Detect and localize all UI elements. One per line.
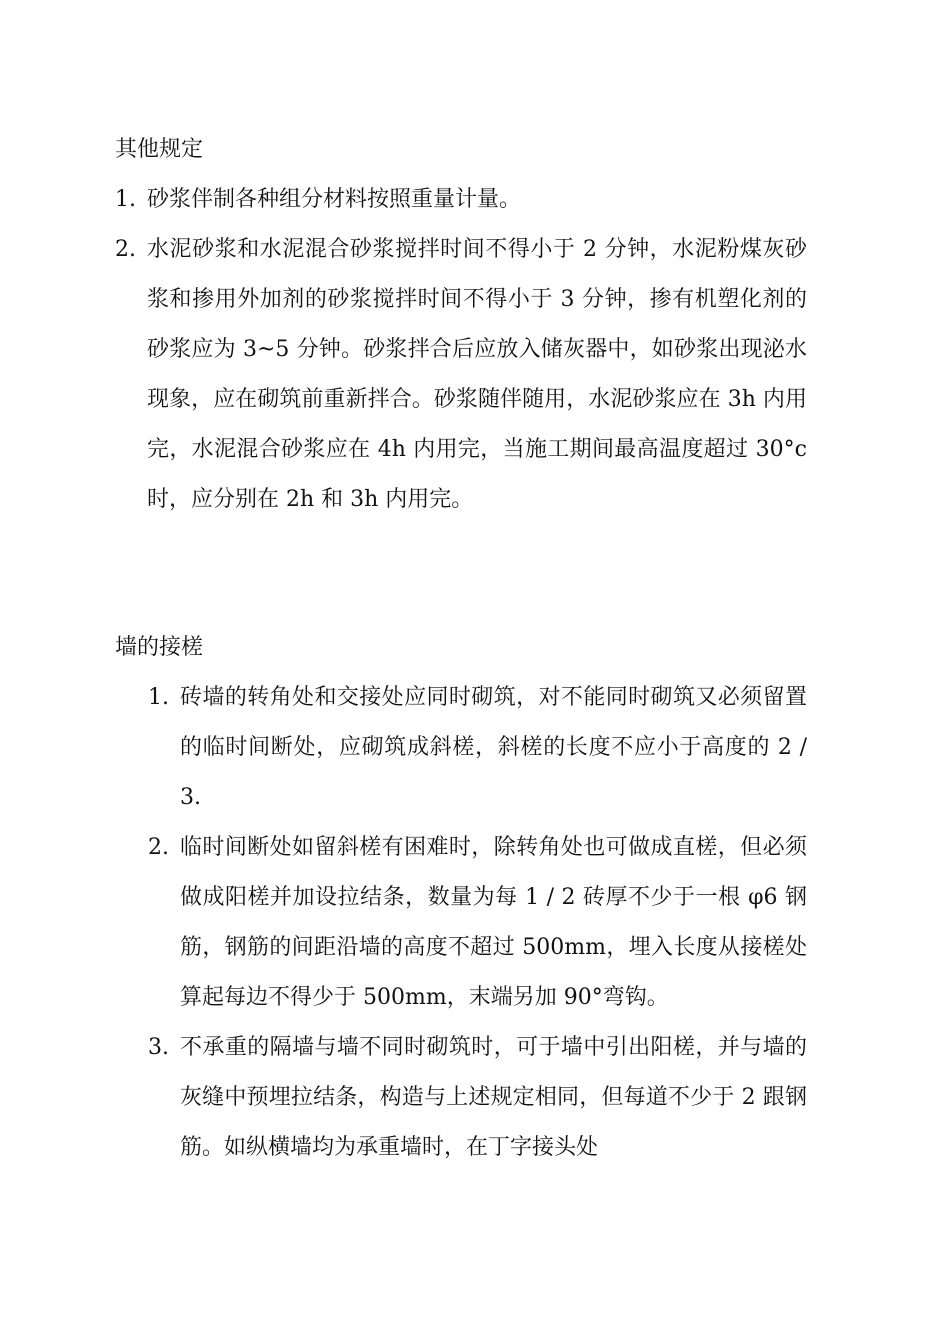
list-item-text: 临时间断处如留斜槎有困难时，除转角处也可做成直槎，但必须做成阳槎并加设拉结条，数量为每 1 / 2 砖厚不少于一根 φ6 钢筋，钢筋的间距沿墙的高度不超过 500mm，埋入长度从接槎处算起每边不得少于 500mm，末端另加 90°弯钩。 bbox=[180, 835, 807, 1010]
list-item-number: 2. bbox=[148, 835, 169, 860]
list-item bbox=[115, 225, 807, 525]
section-heading-wall-joints: 墙的接槎 bbox=[115, 635, 204, 660]
list-item-number: 2. bbox=[115, 237, 136, 262]
list-item-text: 不承重的隔墙与墙不同时砌筑时，可于墙中引出阳槎，并与墙的灰缝中预埋拉结条，构造与上述规定相同，但每道不少于 2 跟钢筋。如纵横墙均为承重墙时，在丁字接头处 bbox=[180, 1035, 807, 1160]
list-item bbox=[148, 1023, 807, 1173]
section-heading-other-rules: 其他规定 bbox=[115, 137, 204, 162]
list-item-text: 砂浆伴制各种组分材料按照重量计量。 bbox=[147, 187, 522, 212]
section-list-other-rules bbox=[115, 175, 807, 525]
section-list-wall-joints bbox=[148, 673, 807, 1173]
list-item bbox=[148, 673, 807, 823]
list-item-number: 1. bbox=[115, 187, 136, 212]
list-item-text: 水泥砂浆和水泥混合砂浆搅拌时间不得小于 2 分钟，水泥粉煤灰砂浆和掺用外加剂的砂浆搅拌时间不得小于 3 分钟，掺有机塑化剂的砂浆应为 3~5 分钟。砂浆拌合后应放入储灰器中，如砂浆出现泌水现象，应在砌筑前重新拌合。砂浆随伴随用，水泥砂浆应在 3h 内用完，水泥混合砂浆应在 4h 内用完，当施工期间最高温度超过 30°c 时，应分别在 2h 和 3h 内用完。 bbox=[147, 237, 807, 512]
list-item bbox=[115, 175, 807, 225]
list-item-number: 3. bbox=[148, 1035, 169, 1060]
list-item bbox=[148, 823, 807, 1023]
list-item-number: 1. bbox=[148, 685, 169, 710]
list-item-text: 砖墙的转角处和交接处应同时砌筑，对不能同时砌筑又必须留置的临时间断处，应砌筑成斜槎，斜槎的长度不应小于高度的 2 / 3. bbox=[180, 685, 807, 810]
